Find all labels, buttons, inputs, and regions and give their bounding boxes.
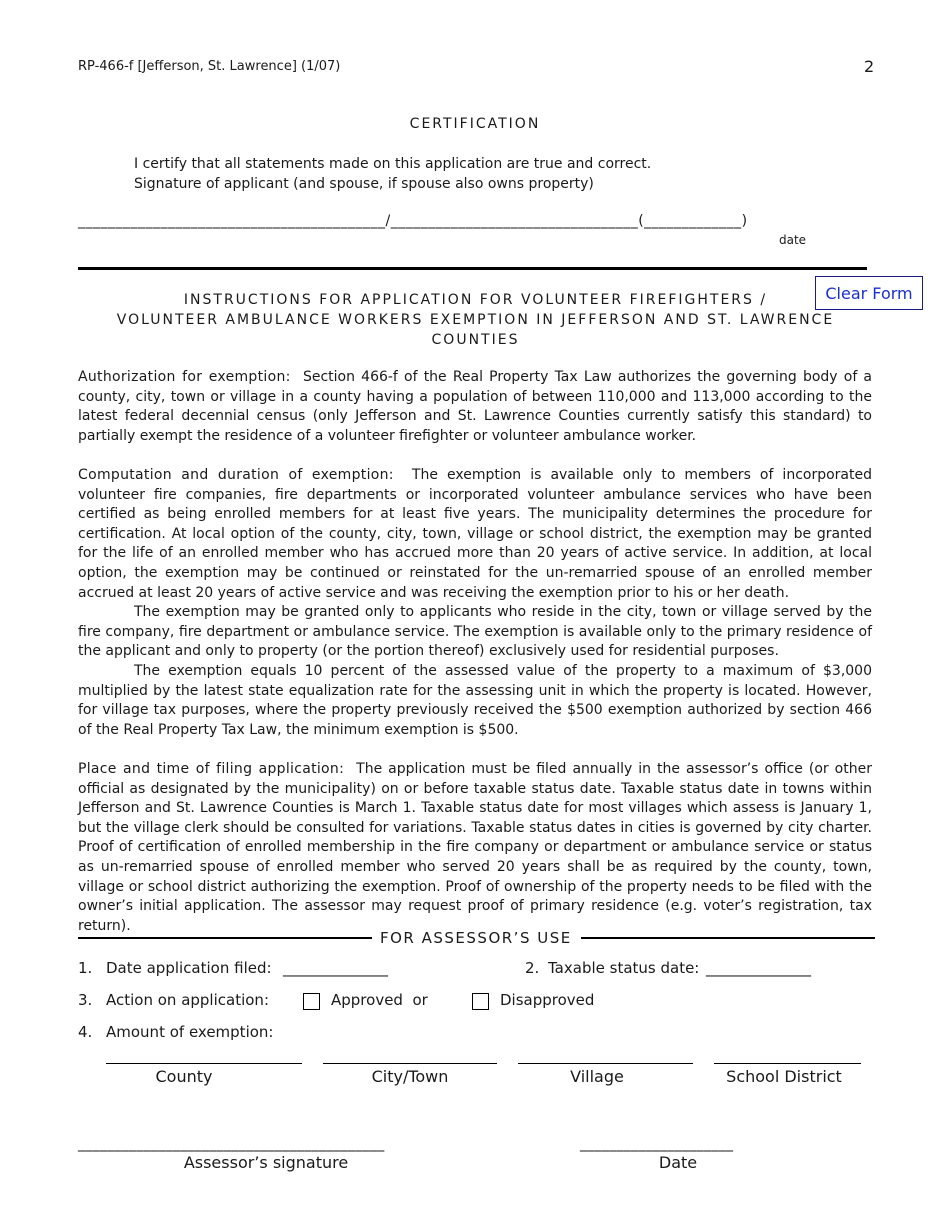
form-id: RP-466-f [Jefferson, St. Lawrence] (1/07)	[78, 59, 341, 74]
disapproved-checkbox[interactable]	[472, 993, 489, 1010]
village-label: Village	[570, 1067, 624, 1086]
assessor-rule-right	[581, 937, 875, 939]
certification-title: CERTIFICATION	[409, 116, 541, 132]
computation-heading: Computation and duration of exemption:	[78, 467, 394, 483]
section-divider	[78, 267, 867, 270]
approved-checkbox[interactable]	[303, 993, 320, 1010]
approved-label: Approved or	[331, 991, 428, 1009]
school-district-label: School District	[726, 1067, 842, 1086]
school-district-amount-field[interactable]	[714, 1063, 861, 1064]
instructions-title-line-2: VOLUNTEER AMBULANCE WORKERS EXEMPTION IN JEFFERSON AND ST. LAWRENCE	[116, 312, 835, 328]
assessor-section-title: FOR ASSESSOR’S USE	[376, 929, 576, 947]
date-filed-field[interactable]: ______________	[283, 959, 388, 977]
action-label: Action on application:	[106, 991, 269, 1009]
item-1-number: 1.	[78, 959, 93, 977]
signature-instruction: Signature of applicant (and spouse, if spouse also owns property)	[134, 176, 594, 192]
county-label: County	[155, 1067, 213, 1086]
item-2-number: 2.	[525, 959, 540, 977]
taxable-status-label: Taxable status date:	[548, 959, 700, 977]
instructions-title-line-3: COUNTIES	[431, 332, 520, 348]
item-4-number: 4.	[78, 1023, 93, 1041]
date-filed-label: Date application filed:	[106, 959, 272, 977]
amount-label: Amount of exemption:	[106, 1023, 274, 1041]
city-town-label: City/Town	[371, 1067, 449, 1086]
certification-text	[134, 154, 651, 194]
disapproved-label: Disapproved	[500, 991, 595, 1009]
filing-heading: Place and time of filing application:	[78, 761, 345, 777]
filing-paragraph	[78, 760, 872, 936]
instructions-title	[78, 290, 873, 350]
authorization-text: Section 466-f of the Real Property Tax Law authorizes the governing body of a county, city, town or village in a county having a population of between 110,000 and 113,000 according to the latest federal decennial census (only Jefferson and St. Lawrence Counties currently satisfy this standard) to partially exempt the residence of a volunteer firefighter or volunteer ambulance worker.	[78, 369, 872, 444]
clear-form-button[interactable]: Clear Form	[815, 276, 923, 310]
computation-text: The exemption is available only to members of incorporated volunteer fire companies, fire departments or incorporated volunteer ambulance services who have been certified as being enrolled members for at least five years. The municipality determines the procedure for certification. At local option of the county, city, town, village or school district, the exemption may be granted for the life of an enrolled member who has accrued more than 20 years of active service. In addition, at local option, the exemption may be continued or reinstated for the un-remarried spouse of an enrolled member accrued at least 20 years of active service and was receiving the exemption prior to his or her death.	[78, 467, 872, 601]
date-label: date	[779, 233, 807, 247]
page-number: 2	[864, 57, 875, 76]
item-3-number: 3.	[78, 991, 93, 1009]
city-town-amount-field[interactable]	[323, 1063, 497, 1064]
village-amount-field[interactable]	[518, 1063, 693, 1064]
county-amount-field[interactable]	[106, 1063, 302, 1064]
assessor-signature-label: Assessor’s signature	[183, 1153, 349, 1172]
instructions-title-line-1: INSTRUCTIONS FOR APPLICATION FOR VOLUNTEER FIREFIGHTERS /	[183, 292, 768, 308]
computation-paragraph-3: The exemption equals 10 percent of the assessed value of the property to a maximum of $3,000 multiplied by the latest state equalization rate for the assessing unit in which the property is located. However, for village tax purposes, where the property previously received the $500 exemption authorized by section 466 of the Real Property Tax Law, the minimum exemption is $500.	[78, 663, 872, 738]
assessor-date-field[interactable]: _____________________	[580, 1136, 734, 1152]
assessor-rule-left	[78, 937, 372, 939]
certification-statement: I certify that all statements made on this application are true and correct.	[134, 156, 652, 172]
computation-paragraph-2: The exemption may be granted only to applicants who reside in the city, town or village served by the fire company, fire department or ambulance service. The exemption is available only to the primary residence of the applicant and only to property (or the portion thereof) exclusively used for residential purposes.	[78, 604, 872, 660]
computation-paragraph	[78, 466, 872, 603]
authorization-paragraph	[78, 368, 872, 446]
applicant-signature-line: _________________________________________/_________________________________(_____________)	[78, 213, 748, 229]
taxable-status-field[interactable]: ______________	[706, 959, 811, 977]
authorization-heading: Authorization for exemption:	[78, 369, 291, 385]
assessor-date-label: Date	[658, 1153, 698, 1172]
assessor-signature-field[interactable]: __________________________________________	[78, 1136, 385, 1152]
filing-text: The application must be filed annually in the assessor’s office (or other official as designated by the municipality) on or before taxable status date. Taxable status date in towns within Jefferson and St. Lawrence Counties is March 1. Taxable status date for most villages which assess is January 1, but the village clerk should be consulted for variations. Taxable status dates in cities is governed by city charter. Proof of certification of enrolled membership in the fire company or department or ambulance service or status as un-remarried spouse of enrolled member who served 20 years shall be as required by the county, town, village or school district authorizing the exemption. Proof of ownership of the property needs to be filed with the owner’s initial application. The assessor may request proof of primary residence (e.g. voter’s registration, tax return).	[78, 761, 872, 934]
